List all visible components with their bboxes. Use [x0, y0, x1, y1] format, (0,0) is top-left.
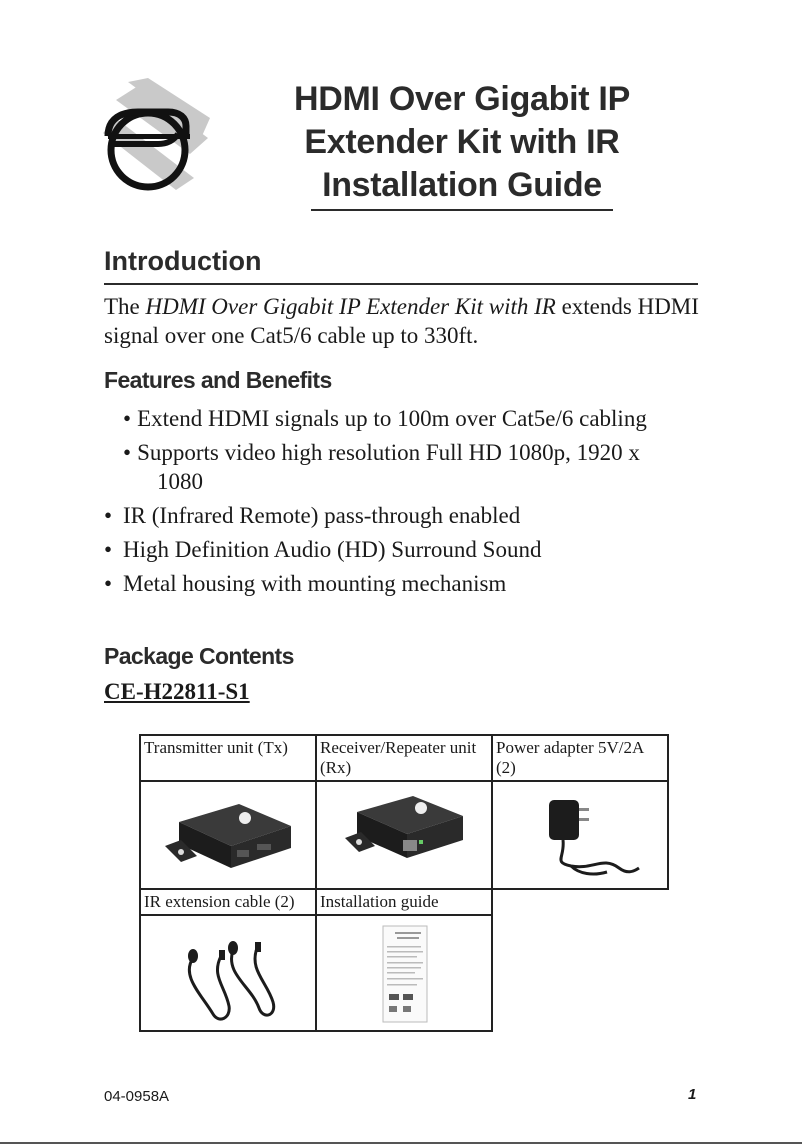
package-heading: Package Contents	[104, 643, 294, 669]
table-cell	[316, 781, 492, 889]
empty-cell	[492, 889, 668, 915]
list-item	[104, 501, 674, 530]
list-item	[104, 404, 674, 433]
feature-text: Supports video high resolution Full HD 1080p, 1920 x 1080	[137, 440, 640, 494]
feature-text: Extend HDMI signals up to 100m over Cat5e/6 cabling	[137, 406, 647, 431]
title-line-3: Installation Guide	[322, 166, 602, 204]
empty-cell	[492, 915, 668, 1031]
introduction-heading: Introduction	[104, 246, 262, 276]
table-cell	[140, 915, 316, 1031]
bullet: •	[123, 440, 132, 465]
table-cell	[316, 889, 492, 915]
document-title	[262, 78, 662, 207]
bullet: •	[123, 406, 132, 431]
introduction-text	[104, 292, 704, 350]
list-item	[104, 535, 674, 564]
power-adapter-image	[493, 782, 667, 888]
intro-product-name: HDMI Over Gigabit IP Extender Kit with IR	[145, 294, 556, 319]
feature-text: High Definition Audio (HD) Surround Sound	[123, 537, 542, 562]
ir-cable-image	[141, 916, 315, 1030]
package-contents-table	[139, 734, 669, 1032]
intro-suffix: extends HDMI signal over one Cat5/6 cable up to 330ft.	[104, 294, 699, 348]
title-line-2: Extender Kit with IR	[304, 123, 620, 161]
features-list	[104, 404, 674, 603]
bullet: •	[104, 571, 113, 596]
title-line-1: HDMI Over Gigabit IP	[294, 80, 630, 118]
item-label-power-adapter: Power adapter 5V/2A (2)	[496, 738, 644, 777]
model-number: CE-H22811-S1	[104, 679, 250, 704]
siig-logo	[98, 78, 213, 193]
page-number: 1	[688, 1086, 697, 1103]
item-label-guide: Installation guide	[320, 892, 439, 911]
item-label-receiver: Receiver/Repeater unit (Rx)	[320, 738, 477, 777]
table-cell	[492, 781, 668, 889]
list-item	[104, 569, 674, 598]
feature-text: IR (Infrared Remote) pass-through enabled	[123, 503, 521, 528]
guide-image	[317, 916, 491, 1030]
transmitter-image	[141, 782, 315, 888]
intro-prefix: The	[104, 294, 146, 319]
feature-text: Metal housing with mounting mechanism	[123, 571, 507, 596]
table-cell	[316, 915, 492, 1031]
features-heading: Features and Benefits	[104, 367, 332, 393]
title-underline	[311, 209, 613, 211]
table-cell	[140, 781, 316, 889]
list-item	[104, 438, 674, 496]
table-cell	[316, 735, 492, 781]
bullet: •	[104, 537, 113, 562]
item-label-ir-cable: IR extension cable (2)	[144, 892, 295, 911]
table-cell	[492, 735, 668, 781]
item-label-transmitter: Transmitter unit (Tx)	[144, 738, 288, 757]
document-code: 04-0958A	[104, 1088, 170, 1105]
page-bottom-rule	[0, 1142, 802, 1144]
table-cell	[140, 735, 316, 781]
receiver-image	[317, 782, 491, 888]
table-cell	[140, 889, 316, 915]
bullet: •	[104, 503, 113, 528]
introduction-rule	[104, 283, 698, 285]
